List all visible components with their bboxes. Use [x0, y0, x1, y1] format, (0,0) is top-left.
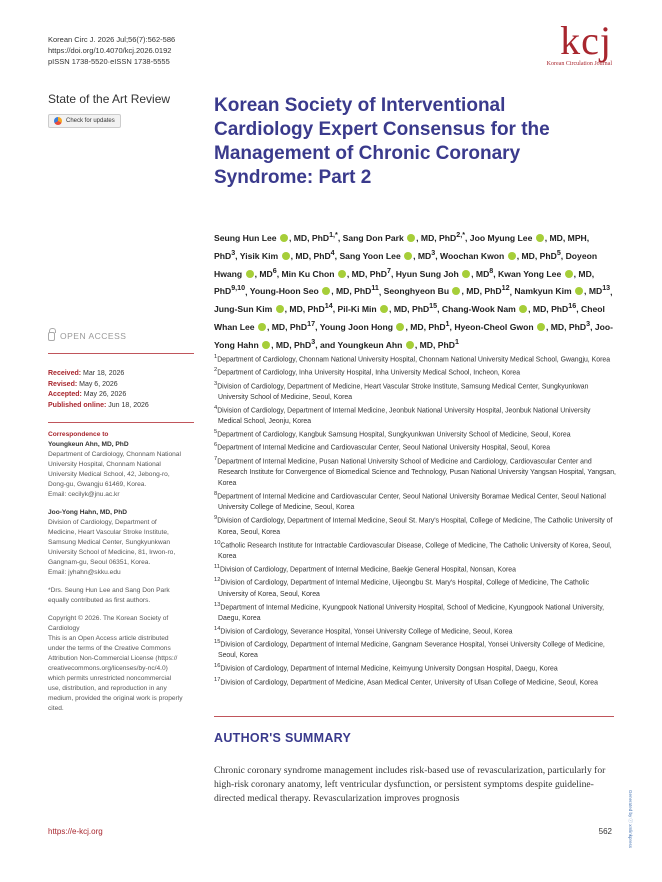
text-line: medium, provided the original work is properly — [48, 695, 183, 702]
author-degree: , MD, PhD — [331, 286, 372, 297]
issn: pISSN 1738-5520·eISSN 1738-5555 — [48, 57, 170, 66]
text-line: Copyright © 2026. The Korean Society of — [48, 615, 169, 622]
affiliation — [214, 489, 616, 513]
date-value: Mar 18, 2026 — [81, 370, 125, 377]
author-name: Woochan Kwon — [440, 250, 505, 261]
text-line: Division of Cardiology, Department of — [48, 519, 157, 526]
text-line: under the terms of the Creative Commons — [48, 645, 171, 652]
text-line: Dong-gu, Gwangju 61469, Korea. — [48, 481, 147, 488]
affiliation-number: 2 — [214, 367, 218, 374]
author-affil-ref: 5 — [556, 248, 561, 257]
corresponding-author-1-address — [48, 450, 198, 500]
text-line: equally contributed as first authors. — [48, 597, 151, 604]
affiliation-text: Division of Cardiology, Department of Internal Medicine, Jeonbuk National University Hospital, Jeonbuk National University Medical School, Jeonju, Korea — [217, 407, 591, 426]
left-column — [48, 92, 198, 130]
affiliation-number: 11 — [214, 563, 220, 570]
affiliation-number: 8 — [214, 491, 218, 498]
side-note: Generated by ⓒ xmlinkpress — [628, 790, 633, 849]
affiliation-number: 5 — [214, 429, 218, 436]
date-row — [48, 401, 149, 412]
author-affil-ref: 4 — [330, 248, 335, 257]
orcid-icon — [322, 287, 330, 295]
author-affil-ref: 1 — [454, 338, 459, 347]
author-name: Sang Yoon Lee — [339, 250, 401, 261]
author-degree: , MD, PhD — [346, 268, 387, 279]
corresponding-author-2: Joo-Yong Hahn, MD, PhD — [48, 509, 127, 516]
author-name: Hyeon-Cheol Gwon — [454, 322, 534, 333]
author-name: Youngkeun Ahn — [337, 340, 403, 351]
open-access-badge — [48, 331, 126, 341]
author-degree: , MD, PhD — [414, 340, 455, 351]
orcid-icon — [565, 270, 573, 278]
author-affil-ref: 16 — [568, 302, 577, 311]
text-line: cited. — [48, 705, 64, 712]
text-line: University Medical School, 42, Jebong-ro, — [48, 471, 170, 478]
orcid-icon — [462, 270, 470, 278]
author-degree: , MD, PhD — [284, 304, 325, 315]
author-degree: , MD, PhD — [389, 304, 430, 315]
date-label: Received: — [48, 370, 82, 377]
author-degree: , MD — [254, 268, 273, 279]
author — [514, 286, 610, 296]
affiliation-number: 6 — [214, 442, 218, 449]
author — [214, 304, 333, 314]
check-updates-button[interactable] — [48, 114, 121, 128]
logo-mark: kcj — [560, 18, 612, 63]
orcid-icon — [280, 234, 288, 242]
equal-contribution-note — [48, 586, 198, 606]
header-meta — [48, 34, 175, 67]
author — [320, 322, 450, 332]
affiliation-number: 1 — [214, 354, 218, 360]
title-line: Syndrome: Part 2 — [214, 167, 372, 188]
divider-right — [214, 716, 614, 717]
author-name: Hyun Sung Joh — [395, 268, 459, 279]
author-degree: , MD, PhD — [214, 268, 595, 297]
author-degree: , MD, PhD — [271, 340, 312, 351]
author-affil-ref: 8 — [489, 266, 494, 275]
doi-link[interactable]: https://doi.org/10.4070/kcj.2026.0192 — [48, 46, 172, 55]
author-name: Min Ku Chon — [281, 268, 335, 279]
author — [339, 248, 436, 261]
author — [442, 304, 576, 314]
text-line: University Hospital, Chonnam National — [48, 461, 161, 468]
summary-text: Chronic coronary syndrome management includes risk-based use of revascularization, particularly for high-risk coronary anatomy, left ventricular dysfunction, or persistent symptoms despite guideline-directed medical therapy. Revascularization improves prognosis — [214, 765, 606, 804]
author-name: Chang-Wook Nam — [441, 304, 516, 315]
affiliation — [214, 454, 616, 489]
text-line: Gangnam-gu, Seoul 06351, Korea. — [48, 559, 151, 566]
date-label: Accepted: — [48, 391, 82, 398]
author-name: Yisik Kim — [239, 250, 279, 261]
text-line: University School of Medicine, 81, Irwon-ro, — [48, 549, 176, 556]
author-list: Seung Hun Lee , MD, PhD$^{1,*}$, Sang Don Park , MD, PhD$^{2,*}$, Joo Myung Lee , MD, MPH, PhD$^3$, Yisik Kim , MD, PhD$^4$, Sang Yoon Lee , $MD^3$, Woochan Kwon , MD, PhD$^5$, Doyeon Hwang , $MD^6$, Min Ku Chon , MD, PhD$^7$, Hyun Sung Joh , $MD^8$, Kwan Yong Lee , MD, PhD$^{9,10}$, Young-Hoon Seo , MD, PhD$^{11}$, Seonghyeon Bu , MD, PhD$^{12}$, Namkyun Kim , MD$^{13}$, Jung-Sun Kim , MD, PhD$^{14}$, Pil-Ki Min , MD, PhD$^{15}$, Chang-Wook Nam , MD, PhD$^{16}$, Cheol Whan Lee , MD, PhD$^{17}$, Young Joon Hong , MD, PhD$^1$, Hyeon-Cheol Gwon , MD, PhD$^3$, Joo-Yong Hahn , MD, PhD$^3$, and Youngkeun Ahn , MD, PhD$^1$ — [214, 231, 613, 351]
author-affil-ref: 3 — [586, 320, 591, 329]
affiliation — [214, 403, 616, 427]
author-affil-ref: 12 — [501, 284, 510, 293]
author-degree: , MD — [413, 250, 432, 261]
text-line: Email: jyhahn@skku.edu — [48, 569, 121, 576]
affiliation — [214, 575, 616, 599]
author — [384, 286, 510, 296]
author-name: Joo-Yong Hahn — [214, 322, 613, 351]
affiliation-text: Division of Cardiology, Severance Hospital, Yonsei University College of Medicine, Seoul, Korea — [220, 628, 513, 636]
affiliation-number: 4 — [214, 404, 218, 411]
author-degree: , MD, PhD — [266, 322, 308, 333]
orcid-icon — [338, 270, 346, 278]
affiliation-text: Department of Internal Medicine, Kyungpook National University Hospital, School of Medicine, Kyungpook National University, Daegu, Korea — [218, 603, 605, 622]
title-line: Management of Chronic Coronary — [214, 143, 521, 164]
author-affil-ref: 14 — [324, 302, 333, 311]
orcid-icon — [258, 323, 266, 331]
text-line: Email: cecilyk@jnu.ac.kr — [48, 491, 120, 498]
author-affil-ref: 13 — [602, 284, 611, 293]
author-affil-ref: 1 — [445, 320, 450, 329]
author-affil-ref: 1,* — [329, 231, 338, 239]
author-name: Young Joon Hong — [319, 322, 394, 333]
affiliation-text: Division of Cardiology, Department of Internal Medicine, Uijeongbu St. Mary's Hospital, College of Medicine, The Catholic University of Korea, Seoul, Korea — [218, 579, 590, 598]
affiliation-number: 13 — [214, 601, 221, 608]
author-affil-ref: 11 — [371, 284, 379, 293]
date-row — [48, 369, 149, 380]
author-degree: , MD, PhD — [528, 304, 569, 315]
text-line: Department of Cardiology, Chonnam National — [48, 451, 181, 458]
affiliation — [214, 661, 616, 674]
author — [250, 286, 379, 296]
affiliation-number: 12 — [214, 577, 221, 584]
author-affil-ref: 9,10 — [231, 284, 246, 293]
author-name: Doyeon Hwang — [214, 250, 598, 279]
text-line: This is an Open Access article distributed — [48, 635, 169, 642]
affiliation-text: Department of Cardiology, Chonnam National University Hospital, Chonnam National University Medical School, Gwangju, Korea — [217, 356, 611, 364]
affiliation-number: 3 — [214, 380, 218, 387]
author — [343, 233, 465, 243]
author-name: Seonghyeon Bu — [383, 286, 450, 297]
affiliation-number: 17 — [214, 676, 221, 683]
text-line: which permits unrestricted noncommercial — [48, 675, 172, 682]
citation: Korean Circ J. 2026 Jul;56(7):562-586 — [48, 35, 176, 44]
author-affil-ref: 7 — [386, 266, 391, 275]
affiliation — [214, 675, 616, 688]
author-degree: , MD — [584, 286, 603, 297]
author-affil-ref: 2,* — [456, 231, 466, 239]
text-line: Samsung Medical Center, Sungkyunkwan — [48, 539, 171, 546]
date-label: Published online: — [48, 401, 107, 409]
orcid-icon — [404, 252, 412, 260]
affiliation — [214, 600, 616, 624]
date-value: May 26, 2026 — [81, 391, 127, 398]
author-degree: , MD, PhD — [405, 322, 446, 333]
logo-journal-name: Korean Circulation Journal — [546, 61, 612, 67]
date-value: Jun 18, 2026 — [106, 401, 149, 409]
author — [214, 233, 338, 243]
author-name: Seung Hun Lee — [214, 232, 277, 243]
affiliation — [214, 440, 616, 453]
affiliation — [214, 379, 616, 403]
article-title — [214, 94, 614, 190]
correspondence-heading: Correspondence to — [48, 431, 109, 438]
orcid-icon — [262, 341, 270, 349]
author-affil-ref: 17 — [307, 320, 316, 329]
date-row — [48, 390, 149, 401]
author — [338, 340, 459, 350]
author-affil-ref: 3 — [431, 248, 436, 257]
orcid-icon — [519, 305, 527, 313]
article-dates — [48, 369, 149, 411]
author-degree: , MD, PhD — [516, 250, 557, 261]
author-name: Kwan Yong Lee — [498, 268, 562, 279]
author-degree: , MD, PhD — [288, 232, 330, 243]
corresponding-author-2-address — [48, 518, 198, 578]
affiliation — [214, 427, 616, 440]
orcid-icon — [508, 252, 516, 260]
check-updates-label: Check for updates — [66, 118, 115, 124]
author-name: Pil-Ki Min — [337, 304, 377, 315]
text-line: Cardiology — [48, 625, 80, 632]
author — [338, 304, 438, 314]
page-number: 562 — [598, 827, 612, 836]
footer-link[interactable]: https://e-kcj.org — [48, 827, 103, 836]
author-name: Namkyun Kim — [514, 286, 572, 297]
affiliation — [214, 365, 616, 378]
author — [454, 322, 590, 332]
affiliation — [214, 538, 616, 562]
author — [239, 248, 335, 261]
author-degree: , MD — [471, 268, 490, 279]
author-affil-ref: 6 — [272, 266, 277, 275]
affiliation-text: Division of Cardiology, Department of Internal Medicine, Seoul St. Mary's Hospital, College of Medicine, The Catholic University of Korea, Seoul, Korea — [217, 517, 613, 536]
author-degree: , MD, PhD — [461, 286, 502, 297]
affiliation-text: Division of Cardiology, Department of Medicine, Asan Medical Center, University of Ulsan College of Medicine, Seoul, Korea — [220, 679, 598, 687]
author-degree: , MD, MPH, PhD — [214, 232, 590, 261]
affiliation-text: Department of Cardiology, Kangbuk Samsung Hospital, Sungkyunkwan University School of Medicine, Seoul, Korea — [217, 431, 571, 439]
affiliation — [214, 352, 616, 365]
affiliation-text: Division of Cardiology, Department of Internal Medicine, Keimyung University Dongsan Hospital, Daegu, Korea — [220, 665, 558, 673]
check-updates-icon — [54, 117, 62, 125]
author-affil-ref: 15 — [429, 302, 438, 311]
divider-left-1 — [48, 353, 194, 354]
author — [440, 248, 561, 261]
affiliation-number: 14 — [214, 625, 221, 632]
date-value: May 6, 2026 — [77, 380, 118, 388]
journal-logo — [546, 18, 612, 67]
affiliation-number: 16 — [214, 663, 221, 670]
date-row — [48, 380, 149, 391]
orcid-icon — [537, 323, 545, 331]
author-degree: , MD, PhD — [290, 250, 331, 261]
text-line: *Drs. Seung Hun Lee and Sang Don Park — [48, 587, 170, 594]
affiliation-number: 10 — [214, 539, 221, 546]
text-line: use, distribution, and reproduction in any — [48, 685, 167, 692]
orcid-icon — [396, 323, 404, 331]
affiliation-text: Department of Internal Medicine and Cardiovascular Center, Seoul National University Hospital, Seoul, Korea — [217, 444, 551, 452]
affiliation — [214, 562, 616, 575]
affiliation — [214, 637, 616, 661]
affiliation-text: Department of Internal Medicine, Pusan National University School of Medicine and Cardiology, Cardiovascular Center and Research Institute for Convergence of Biomedical Science and Technology, Pusan National University Yangsan Hospital, Yangsan, Korea — [217, 458, 616, 488]
affiliation-text: Department of Internal Medicine and Cardiovascular Center, Seoul National University Boramae Medical Center, Seoul National University College of Medicine, Seoul, Korea — [217, 493, 606, 512]
title-line: Cardiology Expert Consensus for the — [214, 119, 550, 140]
orcid-icon — [380, 305, 388, 313]
affiliation-number: 9 — [214, 515, 218, 522]
author-name: Young-Hoon Seo — [249, 286, 319, 297]
affiliation-number: 15 — [214, 639, 221, 646]
affiliation-text: Division of Cardiology, Department of Internal Medicine, Gangnam Severance Hospital, Yonsei University College of Medicine, Seoul, Korea — [218, 641, 605, 660]
lock-icon — [48, 332, 55, 341]
author — [281, 266, 391, 279]
corresponding-author-1: Youngkeun Ahn, MD, PhD — [48, 441, 129, 448]
author-affil-ref: 3 — [311, 338, 316, 347]
affiliation-text: Division of Cardiology, Department of Medicine, Heart Vascular Stroke Institute, Samsung Medical Center, Sungkyunkwan University School of Medicine, Seoul, Korea — [217, 382, 589, 401]
text-line: Medicine, Heart Vascular Stroke Institute, — [48, 529, 169, 536]
author-name: Cheol Whan Lee — [214, 304, 605, 333]
open-access-label: OPEN ACCESS — [60, 331, 127, 341]
author-degree: , MD, PhD — [545, 322, 587, 333]
article-type: State of the Art Review — [48, 92, 171, 106]
copyright-notice — [48, 614, 198, 714]
affiliation-text: Catholic Research Institute for Intractable Cardiovascular Disease, College of Medicine, The Catholic University of Korea, Seoul, Korea — [218, 541, 612, 560]
author-affil-ref: 3 — [231, 248, 236, 257]
affiliations — [214, 352, 616, 688]
affiliation — [214, 513, 616, 537]
orcid-icon — [575, 287, 583, 295]
orcid-icon — [276, 305, 284, 313]
summary-heading: AUTHOR'S SUMMARY — [214, 731, 352, 745]
affiliation-text: Division of Cardiology, Department of Internal Medicine, Baekje General Hospital, Nonsan, Korea — [219, 566, 516, 574]
orcid-icon — [246, 270, 254, 278]
title-line: Korean Society of Interventional — [214, 95, 506, 116]
orcid-icon — [282, 252, 290, 260]
correspondence — [48, 430, 198, 714]
orcid-icon — [452, 287, 460, 295]
author-degree: , MD, PhD — [416, 232, 457, 243]
author-name: Jung-Sun Kim — [214, 304, 273, 315]
orcid-icon — [406, 341, 414, 349]
divider-left-2 — [48, 422, 194, 423]
author — [395, 266, 494, 279]
orcid-icon — [407, 234, 415, 242]
affiliation-number: 7 — [214, 455, 218, 462]
date-label: Revised: — [48, 380, 78, 388]
author-name: Sang Don Park — [342, 232, 404, 243]
affiliation-text: Department of Cardiology, Inha University Hospital, Inha University Medical School, Incheon, Korea — [217, 369, 521, 377]
affiliation — [214, 624, 616, 637]
text-line: Attribution Non-Commercial License (https:// — [48, 655, 178, 662]
orcid-icon — [536, 234, 544, 242]
text-line: creativecommons.org/licenses/by-nc/4.0) — [48, 665, 168, 672]
author-name: Joo Myung Lee — [469, 232, 533, 243]
